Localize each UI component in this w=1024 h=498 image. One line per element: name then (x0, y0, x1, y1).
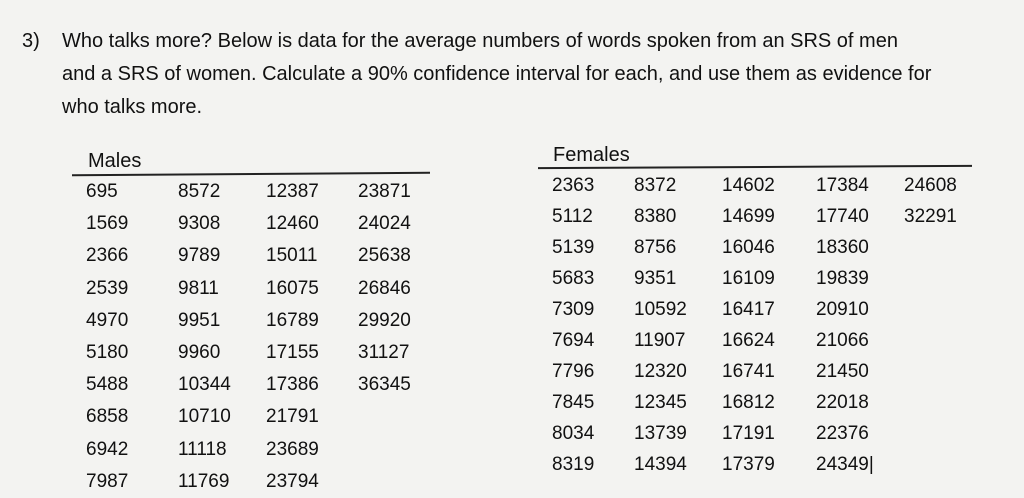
males-header: Males (88, 150, 142, 172)
male-value: 9811 (178, 277, 219, 299)
female-value: 16624 (722, 330, 775, 351)
male-value: 25638 (358, 245, 411, 267)
male-value: 4970 (86, 309, 129, 331)
female-value (904, 325, 984, 356)
male-value: 2366 (86, 245, 129, 267)
female-value: 11907 (634, 330, 686, 351)
question-line-1: Who talks more? Below is data for the average numbers of words spoken from an SRS of men (62, 30, 898, 52)
question-line-3: who talks more. (62, 96, 203, 118)
females-data-table (552, 170, 984, 480)
female-value: 24349| (816, 454, 874, 475)
female-value: 8319 (552, 454, 595, 475)
female-value: 22376 (816, 423, 869, 444)
male-value: 12387 (266, 181, 319, 202)
question-number: 3) (22, 30, 40, 52)
male-value: 10710 (178, 406, 231, 428)
male-value: 9789 (178, 245, 221, 267)
female-value: 13739 (634, 423, 687, 444)
female-value: 2363 (552, 175, 595, 196)
female-value: 9351 (634, 268, 677, 289)
male-value: 5488 (86, 374, 129, 396)
male-value: 11118 (178, 438, 227, 460)
male-value: 23871 (358, 181, 411, 202)
male-value: 15011 (266, 245, 318, 267)
female-value: 21066 (816, 330, 869, 351)
male-value: 2539 (86, 277, 129, 299)
male-value: 17155 (266, 341, 319, 363)
female-value: 18360 (816, 237, 869, 258)
male-value: 21791 (266, 406, 319, 428)
female-value: 14602 (722, 175, 775, 196)
female-value: 17191 (722, 423, 775, 444)
female-value: 24608 (904, 175, 957, 196)
female-value: 5139 (552, 237, 595, 258)
male-value: 23689 (266, 438, 319, 460)
male-value: 8572 (178, 181, 221, 202)
female-value: 8756 (634, 237, 677, 258)
female-value (904, 356, 984, 387)
males-data-table (86, 176, 448, 498)
female-value: 7309 (552, 299, 595, 320)
male-value: 6858 (86, 406, 129, 428)
male-value: 695 (86, 181, 118, 202)
female-value: 8372 (634, 175, 677, 196)
male-value: 6942 (86, 438, 129, 460)
female-value: 8380 (634, 206, 677, 227)
male-value: 1569 (86, 213, 129, 235)
female-value: 16046 (722, 237, 775, 258)
male-value (358, 401, 448, 433)
female-value: 12345 (634, 392, 687, 413)
female-value: 22018 (816, 392, 869, 413)
female-value: 10592 (634, 299, 687, 320)
female-value (904, 232, 984, 263)
female-value: 16417 (722, 299, 775, 320)
female-value (904, 449, 984, 480)
female-value: 21450 (816, 361, 869, 382)
female-value: 5683 (552, 268, 595, 289)
male-value: 9951 (178, 309, 221, 331)
male-value: 7987 (86, 470, 129, 492)
male-value: 29920 (358, 309, 411, 331)
female-value: 17379 (722, 454, 775, 475)
female-value (904, 418, 984, 449)
females-header: Females (553, 144, 630, 166)
male-value: 26846 (358, 277, 411, 299)
female-value: 12320 (634, 361, 687, 382)
male-value: 31127 (358, 341, 410, 363)
female-value: 16741 (722, 361, 775, 382)
male-value: 9308 (178, 213, 221, 235)
female-value: 19839 (816, 268, 869, 289)
female-value: 5112 (552, 206, 593, 227)
female-value (904, 294, 984, 325)
male-value: 16075 (266, 277, 319, 299)
female-value (904, 263, 984, 294)
male-value: 24024 (358, 213, 411, 235)
male-value: 11769 (178, 470, 230, 492)
female-value: 16109 (722, 268, 775, 289)
question-line-2: and a SRS of women. Calculate a 90% confidence interval for each, and use them as evidence for (62, 63, 932, 85)
female-value (904, 387, 984, 418)
female-value: 14394 (634, 454, 687, 475)
female-value: 20910 (816, 299, 869, 320)
female-value: 7796 (552, 361, 595, 382)
female-value: 8034 (552, 423, 595, 444)
male-value: 9960 (178, 341, 221, 363)
male-value: 12460 (266, 213, 319, 235)
female-value: 17384 (816, 175, 869, 196)
female-value: 32291 (904, 206, 957, 227)
male-value (358, 434, 448, 466)
male-value: 10344 (178, 374, 231, 396)
female-value: 7845 (552, 392, 595, 413)
male-value (358, 466, 448, 498)
female-value: 7694 (552, 330, 595, 351)
male-value: 36345 (358, 374, 411, 396)
male-value: 16789 (266, 309, 319, 331)
male-value: 17386 (266, 374, 319, 396)
male-value: 5180 (86, 341, 129, 363)
male-value: 23794 (266, 470, 319, 492)
female-value: 17740 (816, 206, 869, 227)
female-value: 14699 (722, 206, 775, 227)
female-value: 16812 (722, 392, 775, 413)
